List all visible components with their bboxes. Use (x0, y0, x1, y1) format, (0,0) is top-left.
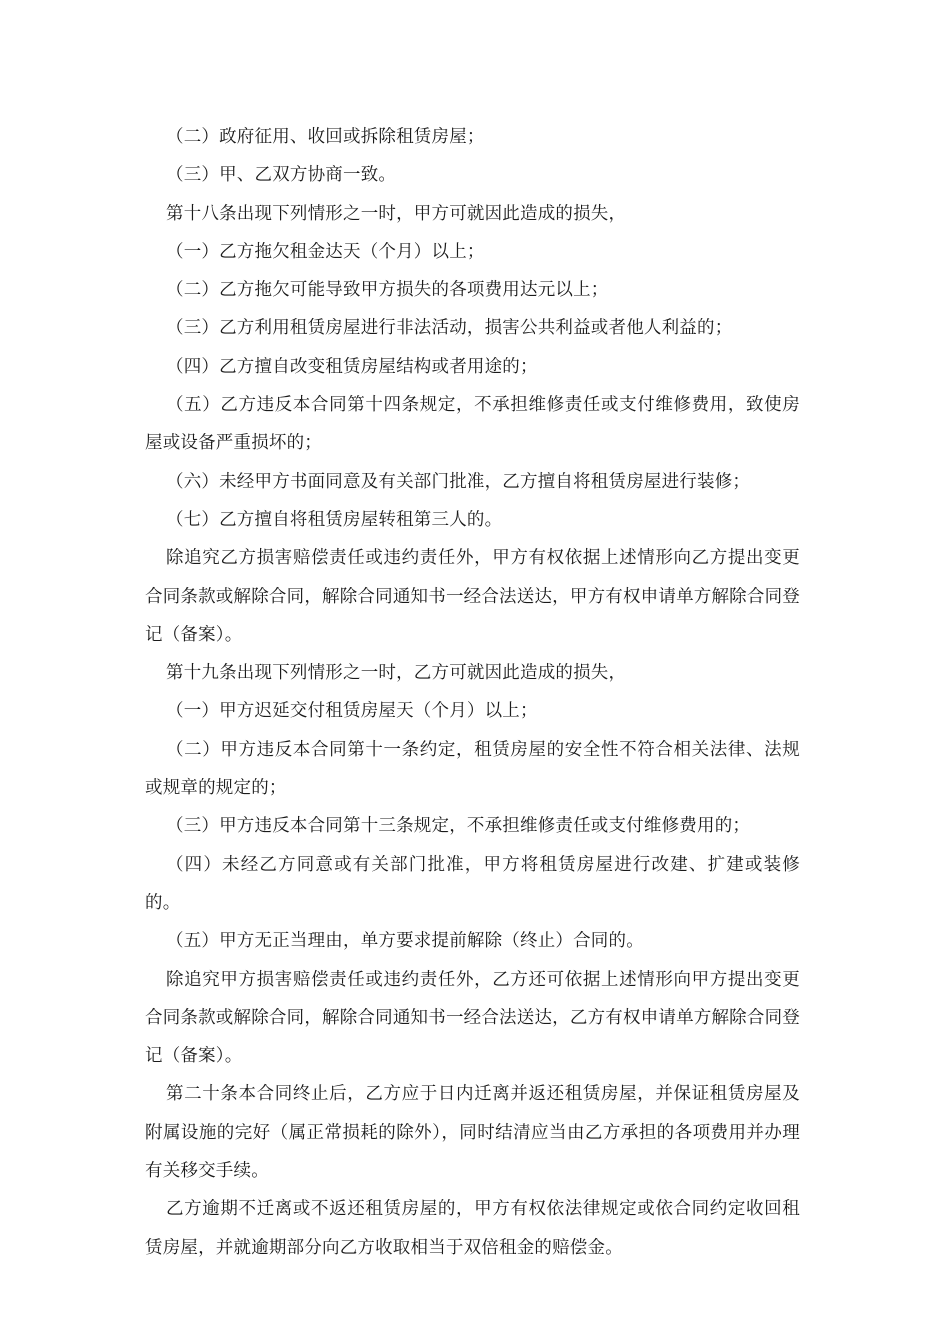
paragraph: （一）甲方迟延交付租赁房屋天（个月）以上； (166, 701, 538, 722)
paragraph: （三）甲方违反本合同第十三条规定，不承担维修责任或支付维修费用的； (166, 816, 751, 837)
paragraph: 乙方逾期不迁离或不返还租赁房屋的，甲方有权依法律规定或依合同约定收回租赁房屋，并就逾期部分向乙方收取相当于双倍租金的赔偿金。 (145, 1199, 800, 1258)
paragraph: （五）甲方无正当理由，单方要求提前解除（终止）合同的。 (166, 931, 644, 952)
paragraph: （二）政府征用、收回或拆除租赁房屋； (166, 127, 485, 147)
paragraph: 除追究甲方损害赔偿责任或违约责任外，乙方还可依据上述情形向甲方提出变更合同条款或解除合同，解除合同通知书一经合法送达，乙方有权申请单方解除合同登记（备案）。 (145, 969, 800, 1067)
document-page (145, 118, 800, 1267)
paragraph: （六）未经甲方书面同意及有关部门批准，乙方擅自将租赁房屋进行装修； (166, 471, 751, 492)
article-18-heading: 第十八条出现下列情形之一时，甲方可就因此造成的损失， (166, 203, 627, 224)
paragraph: （三）乙方利用租赁房屋进行非法活动，损害公共利益或者他人利益的； (166, 318, 733, 339)
paragraph: （七）乙方擅自将租赁房屋转租第三人的。 (166, 509, 503, 530)
paragraph: （二）乙方拖欠可能导致甲方损失的各项费用达元以上； (166, 280, 609, 301)
paragraph: （四）乙方擅自改变租赁房屋结构或者用途的； (166, 356, 538, 377)
paragraph: （二）甲方违反本合同第十一条约定，租赁房屋的安全性不符合相关法律、法规或规章的规定的； (145, 739, 800, 799)
article-20-paragraph: 第二十条本合同终止后，乙方应于日内迁离并返还租赁房屋，并保证租赁房屋及附属设施的完好（属正常损耗的除外），同时结清应当由乙方承担的各项费用并办理有关移交手续。 (145, 1084, 800, 1182)
paragraph: （四）未经乙方同意或有关部门批准，甲方将租赁房屋进行改建、扩建或装修的。 (145, 854, 800, 913)
paragraph: 除追究乙方损害赔偿责任或违约责任外，甲方有权依据上述情形向乙方提出变更合同条款或解除合同，解除合同通知书一经合法送达，甲方有权申请单方解除合同登记（备案）。 (145, 548, 800, 645)
paragraph: （三）甲、乙双方协商一致。 (166, 165, 397, 186)
article-19-heading: 第十九条出现下列情形之一时，乙方可就因此造成的损失， (166, 663, 627, 684)
paragraph: （一）乙方拖欠租金达天（个月）以上； (166, 241, 485, 262)
paragraph: （五）乙方违反本合同第十四条规定，不承担维修责任或支付维修费用，致使房屋或设备严重损坏的； (145, 395, 800, 454)
